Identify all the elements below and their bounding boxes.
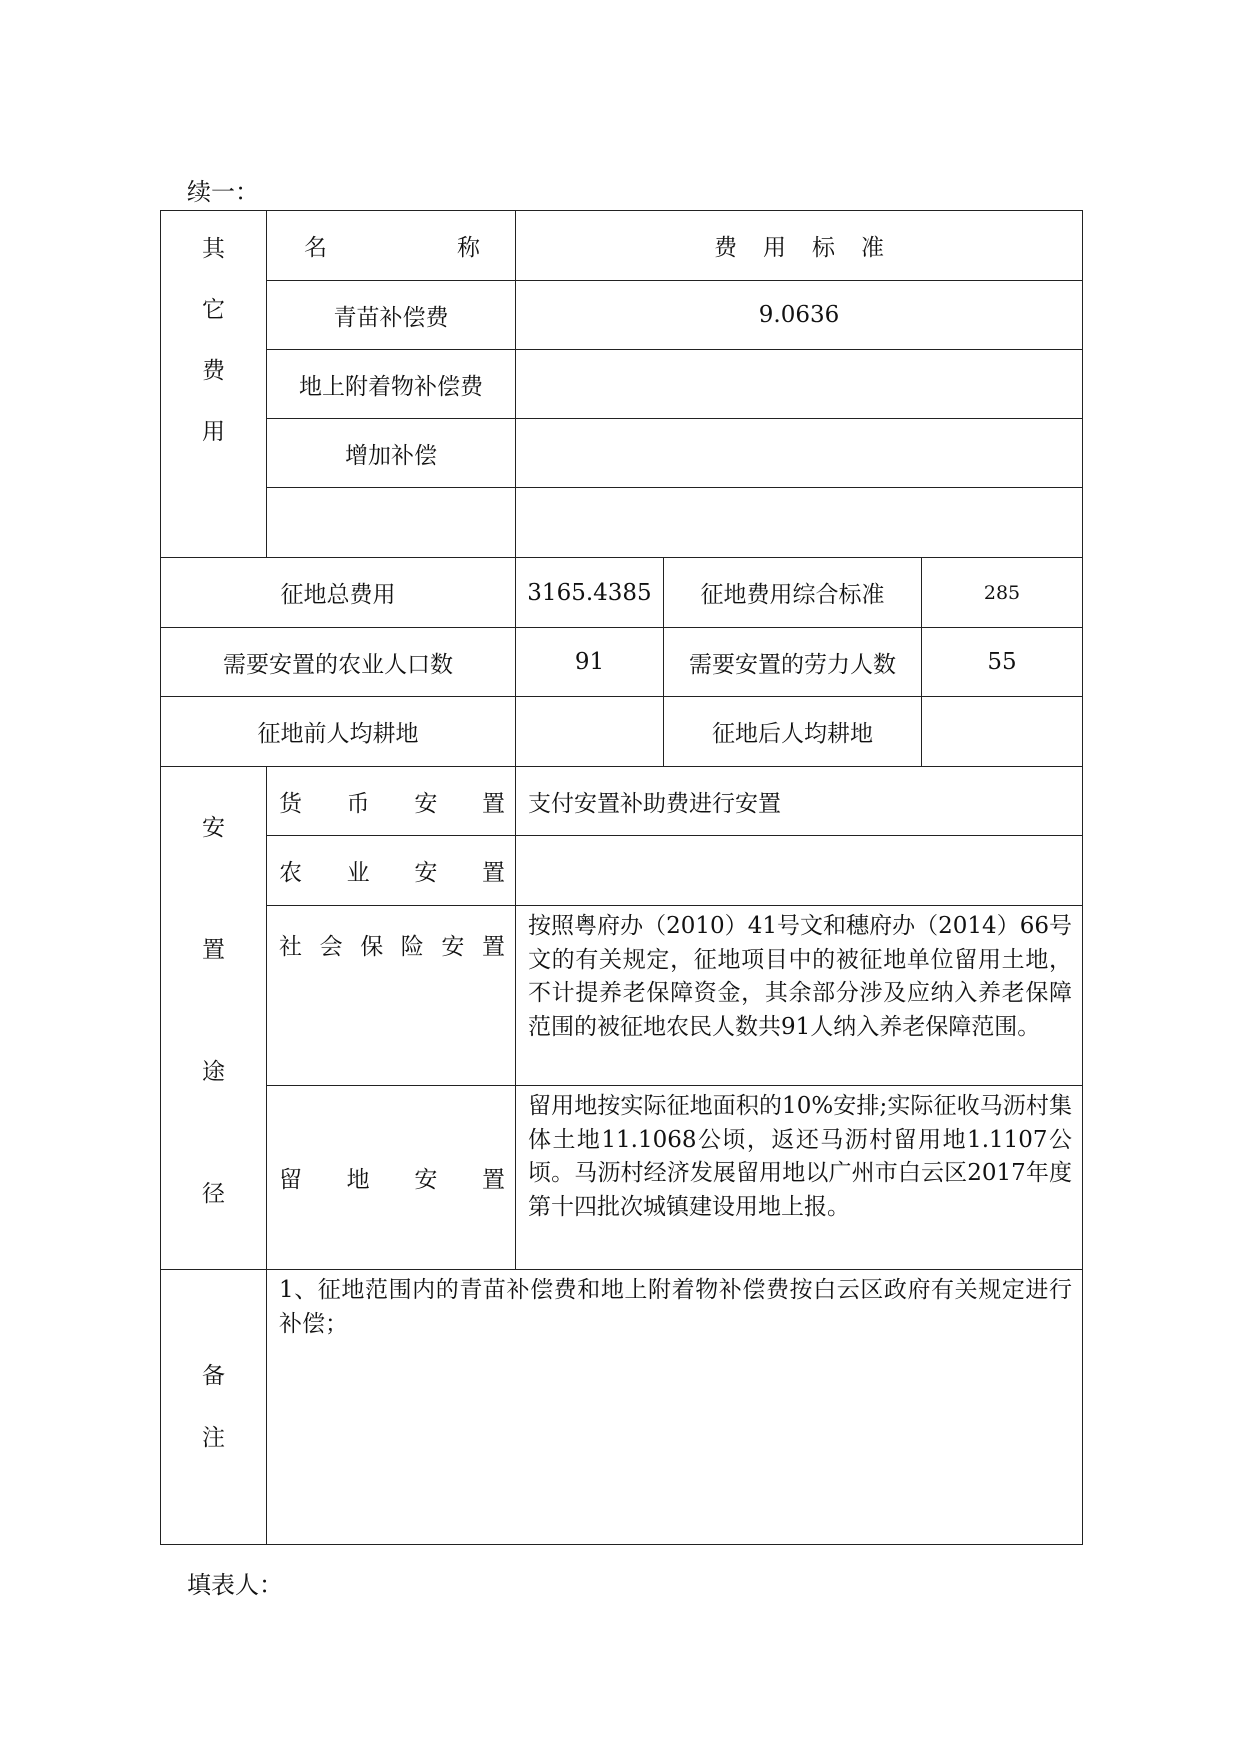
labor-value: 55 <box>922 628 1083 697</box>
fee-name-cell: 地上附着物补偿费 <box>267 350 516 419</box>
filler-label: 填表人： <box>187 1571 283 1599</box>
fee-standard-cell <box>516 350 1083 419</box>
fee-name-cell: 增加补偿 <box>267 419 516 488</box>
reserved-land-label: 留 地 安 置 <box>267 1086 516 1270</box>
agricultural-row <box>161 836 1083 906</box>
total-fee-label: 征地总费用 <box>161 558 516 628</box>
other-fees-section-label: 其 它 费 用 <box>161 211 267 558</box>
continuation-label: 续一： <box>187 178 259 206</box>
monetary-row <box>161 767 1083 836</box>
composite-standard-label: 征地费用综合标准 <box>664 558 922 628</box>
before-label: 征地前人均耕地 <box>161 697 516 767</box>
reserved-land-row <box>161 1086 1083 1270</box>
social-insurance-row <box>161 906 1083 1086</box>
fee-standard-cell <box>516 488 1083 558</box>
other-fees-header-row <box>161 211 1083 281</box>
after-label: 征地后人均耕地 <box>664 697 922 767</box>
other-fees-row <box>161 419 1083 488</box>
before-value <box>516 697 664 767</box>
land-acquisition-form-table <box>160 210 1083 1545</box>
total-fee-value: 3165.4385 <box>516 558 664 628</box>
after-value <box>922 697 1083 767</box>
remarks-row <box>161 1270 1083 1545</box>
total-fee-row <box>161 558 1083 628</box>
resettlement-section-label: 安 置 途 径 <box>161 767 267 1270</box>
monetary-value: 支付安置补助费进行安置 <box>516 767 1083 836</box>
monetary-label: 货 币 安 置 <box>267 767 516 836</box>
other-fees-row <box>161 488 1083 558</box>
social-insurance-value: 按照粤府办（2010）41号文和穗府办（2014）66号文的有关规定，征地项目中的被征地单位留用土地，不计提养老保障资金，其余部分涉及应纳入养老保障范围的被征地农民人数共91人纳入养老保障范围。 <box>516 906 1083 1086</box>
reserved-land-value: 留用地按实际征地面积的10%安排;实际征收马沥村集体土地11.1068公顷，返还马沥村留用地1.1107公顷。马沥村经济发展留用地以广州市白云区2017年度第十四批次城镇建设用地上报。 <box>516 1086 1083 1270</box>
remarks-section-label: 备 注 <box>161 1270 267 1545</box>
fee-name-cell: 青苗补偿费 <box>267 281 516 350</box>
agricultural-value <box>516 836 1083 906</box>
social-insurance-label: 社 会 保 险 安 置 <box>267 906 516 1086</box>
fee-name-cell <box>267 488 516 558</box>
labor-label: 需要安置的劳力人数 <box>664 628 922 697</box>
ag-population-value: 91 <box>516 628 664 697</box>
per-capita-row <box>161 697 1083 767</box>
remarks-text: 1、征地范围内的青苗补偿费和地上附着物补偿费按白云区政府有关规定进行补偿； <box>267 1270 1083 1545</box>
other-fees-row <box>161 281 1083 350</box>
composite-standard-value: 285 <box>922 558 1083 628</box>
agricultural-label: 农 业 安 置 <box>267 836 516 906</box>
fee-standard-cell: 9.0636 <box>516 281 1083 350</box>
header-standard-cell: 费 用 标 准 <box>516 211 1083 281</box>
other-fees-row <box>161 350 1083 419</box>
population-row <box>161 628 1083 697</box>
header-name-cell: 名 称 <box>267 211 516 281</box>
ag-population-label: 需要安置的农业人口数 <box>161 628 516 697</box>
fee-standard-cell <box>516 419 1083 488</box>
